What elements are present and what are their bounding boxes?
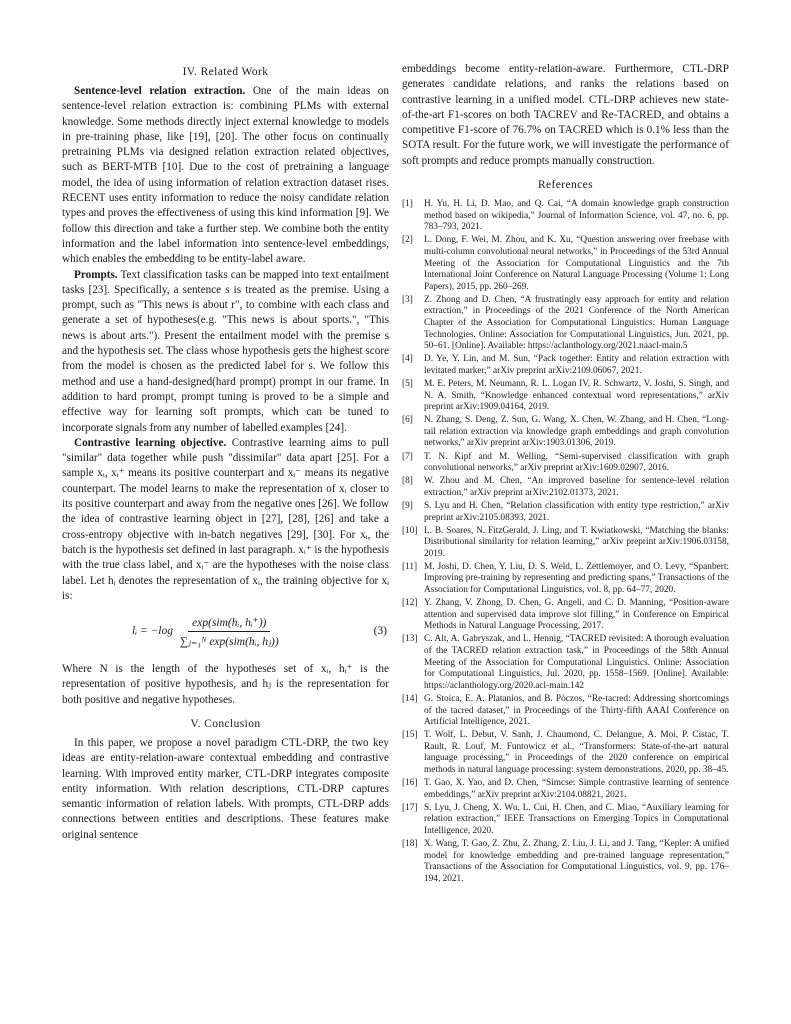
reference-number: [11] [402, 561, 418, 572]
reference-item [402, 803, 729, 838]
reference-item [402, 354, 729, 377]
paragraph-text: One of the main ideas on sentence-level relation extraction is: combining PLMs with external knowledge. Some methods directly inject external knowledge to models in pre-training phase, like [19], [20]. The other focus on continually pretraining PLMs via designed relation extraction related objectives, such as BERT-MTB [10]. Due to the cost of pretraining a language model, the idea of using information of relation extraction dataset rises. RECENT uses entity information to reduce the noisy candidate relation types and proves the effectiveness of using this kind information [9]. We follow this direction and take a further step. We combine both the entity information and the label information into sentence-level embeddings, which enables the embedding to be entity-label aware. [62, 85, 389, 266]
reference-text: S. Lyu, J. Cheng, X. Wu, L. Cui, H. Chen, and C. Miao, “Auxiliary learning for relation extraction,” IEEE Transactions on Emerging Topics in Computational Intelligence, 2020. [424, 802, 729, 836]
reference-number: [16] [402, 778, 418, 789]
reference-number: [2] [402, 235, 413, 246]
reference-number: [5] [402, 378, 413, 389]
paragraph-lead: Sentence-level relation extraction. [74, 85, 246, 97]
reference-item [402, 694, 729, 729]
reference-item [402, 379, 729, 414]
reference-item [402, 415, 729, 450]
reference-item [402, 476, 729, 499]
reference-number: [15] [402, 730, 418, 741]
reference-item [402, 634, 729, 692]
reference-number: [7] [402, 451, 413, 462]
reference-text: X. Wang, T. Gao, Z. Zhu, Z. Zhang, Z. Liu, J. Li, and J. Tang, “Kepler: A unified model for knowledge embedding and pre-trained language representation,” Transactions of the Association for Computational Linguistics, vol. 9, pp. 176–194, 2021. [424, 839, 729, 884]
reference-number: [3] [402, 294, 413, 305]
reference-text: L. B. Soares, N. FitzGerald, J. Ling, and T. Kwiatkowski, “Matching the blanks: Distributional similarity for relation learning,” arXiv preprint arXiv:1906.03158, 2019. [424, 525, 729, 559]
equation-numerator: exp(sim(hᵢ, hᵢ⁺)) [188, 615, 270, 632]
reference-text: T. Gao, X. Yao, and D. Chen, “Simcse: Simple contrastive learning of sentence embeddings,” arXiv preprint arXiv:2104.08821, 2021. [424, 778, 729, 800]
reference-number: [6] [402, 415, 413, 426]
reference-item [402, 778, 729, 801]
reference-number: [14] [402, 693, 418, 704]
paragraph-conclusion: In this paper, we propose a novel paradigm CTL-DRP, the two key ideas are entity-relation-aware contextual embedding and contrastive learning. With improved entity marker, CTL-DRP integrates composite entity information. With relation descriptions, CTL-DRP captures semantic information of relation labels. With prompts, CTL-DRP adds connections between entities and descriptions. These features make original sentence [62, 736, 389, 841]
equation-fraction [180, 615, 279, 648]
paragraph-prompts [62, 268, 389, 436]
left-column [62, 62, 389, 843]
reference-item [402, 295, 729, 353]
reference-text: N. Zhang, S. Deng, Z. Sun, G. Wang, X. Chen, W. Zhang, and H. Chen, “Long-tail relation extraction via knowledge graph embeddings and graph convolution networks,” arXiv preprint arXiv:1903.01306, 2019. [424, 415, 729, 449]
paragraph-text: Text classification tasks can be mapped into text entailment tasks [23]. Specifically, a sentence s is treated as the premise. Using a prompt, such as "This news is about r", to combine with each class and generate a set of hypotheses(e.g. "This news is about sports.", "This news is about arts."). Present the entailment model with the premise s and the hypothesis set. The class whose hypothesis gets the highest score from the model is chosen as the predicted label for s. We follow this method and use a hand-designed(hard prompt) prompt in our frame. In addition to hard prompt, prompt tuning is proved to be a simple and effective way for learning soft prompts, which can be tuned to incorporate signals from any number of labelled examples [24]. [62, 268, 389, 434]
reference-text: G. Stoica, E. A. Platanios, and B. Póczos, “Re-tacred: Addressing shortcomings of the tacred dataset,” in Proceedings of the Thirty-fifth AAAI Conference on Artificial Intelligence, 2021. [424, 693, 729, 728]
reference-number: [17] [402, 802, 418, 813]
reference-item [402, 598, 729, 633]
reference-text: Y. Zhang, V. Zhong, D. Chen, G. Angeli, and C. D. Manning, “Position-aware attention and supervised data improve slot filling,” in Conference on Empirical Methods in Natural Language Processing, 2017. [424, 598, 729, 632]
paragraph-lead: Contrastive learning objective. [74, 436, 227, 449]
reference-number: [8] [402, 476, 413, 487]
reference-text: L. Dong, F. Wei, M. Zhou, and K. Xu, “Question answering over freebase with multi-column convolutional neural networks,” in Proceedings of the 53rd Annual Meeting of the Association for Computational Linguistics and the 7th International Joint Conference on Natural Language Processing (Volume 1: Long Papers), 2015, pp. 260–269. [424, 235, 729, 292]
reference-number: [4] [402, 354, 413, 365]
right-column [402, 62, 729, 887]
reference-number: [13] [402, 634, 418, 645]
reference-text: M. Joshi, D. Chen, Y. Liu, D. S. Weld, L. Zettlemoyer, and O. Levy, “Spanbert: Improving pre-training by representing and predicting spans,” Transactions of the Association for Computational Linguistics, vol. 8, pp. 64–77, 2020. [424, 561, 729, 596]
reference-number: [1] [402, 199, 413, 210]
reference-text: W. Zhou and M. Chen, “An improved baseline for sentence-level relation extraction,” arXiv preprint arXiv:2102.01373, 2021. [424, 476, 729, 498]
section-title-references: References [537, 179, 594, 192]
reference-list [402, 199, 729, 885]
reference-item [402, 526, 729, 561]
reference-item [402, 730, 729, 776]
reference-item [402, 562, 729, 597]
equation-3 [62, 606, 389, 656]
reference-item [402, 501, 729, 524]
reference-number: [10] [402, 525, 418, 536]
reference-text: Z. Zhong and D. Chen, “A frustratingly easy approach for entity and relation extraction,” in Proceedings of the 2021 Conference of the North American Chapter of the Association for Computational Linguistics: Human Language Technologies. Online: Association for Computational Linguistics, Jun. 2021, pp. 50–61. [Online]. Available: https://aclanthology.org/2021.naacl-main.5 [424, 294, 729, 352]
equation-lhs: lᵢ = −log [132, 624, 173, 637]
reference-text: H. Yu, H. Li, D. Mao, and Q. Cai, “A domain knowledge graph construction method based on wikipedia,” Journal of Information Science, vol. 47, no. 6, pp. 783–793, 2021. [424, 199, 729, 233]
equation-denominator: ∑ⱼ₌₁ᴺ exp(sim(hᵢ, hⱼ)) [179, 635, 279, 648]
reference-number: [18] [402, 839, 418, 850]
reference-text: D. Ye, Y. Lin, and M. Sun, “Pack together: Entity and relation extraction with levitated marker,” arXiv preprint arXiv:2109.06067, 2021. [424, 354, 729, 376]
section-title-conclusion: V. Conclusion [190, 717, 261, 730]
paragraph-text: Contrastive learning aims to pull "similar" data together while push "dissimilar" data apart [25]. For a sample xᵢ, xᵢ⁺ means its positive counterpart and xᵢ⁻ means its negative counterpart. The model learns to make the representation of xᵢ closer to its positive counterpart and away from the negative ones [26]. We follow the idea of contrastive learning object in [27], [28], [26] and take a cross-entropy objective with in-batch negatives [29], [30]. For xᵢ, the batch is the hypothesis set defined in last paragraph. xᵢ⁺ is the hypothesis with the true class label, and xᵢ⁻ are the hypotheses with the noise class label. Let hᵢ denotes the representation of xᵢ, the training objective for xᵢ is: [62, 436, 390, 602]
reference-item [402, 839, 729, 885]
paragraph-contrastive [62, 436, 389, 604]
reference-item [402, 235, 729, 293]
reference-text: T. Wolf, L. Debut, V. Sanh, J. Chaumond, C. Delangue, A. Moi, P. Cistac, T. Rault, R. Louf, M. Funtowicz et al., “Transformers: State-of-the-art natural language processing,” in Proceedings of the 2020 conference on empirical methods in natural language processing: system demonstrations, 2020, pp. 38–45. [424, 730, 729, 775]
reference-text: M. E. Peters, M. Neumann, R. L. Logan IV, R. Schwartz, V. Joshi, S. Singh, and N. A. Smith, “Knowledge enhanced contextual word representations,” arXiv preprint arXiv:1909.04164, 2019. [424, 378, 729, 413]
paragraph-lead: Prompts. [74, 268, 118, 281]
reference-text: C. Alt, A. Gabryszak, and L. Hennig, “TACRED revisited: A thorough evaluation of the TACRED relation extraction task,” in Proceedings of the 58th Annual Meeting of the Association for Computational Linguistics. Online: Association for Computational Linguistics, Jul. 2020, pp. 1558–1569. [Online]. Available: https://aclanthology.org/2020.acl-main.142 [424, 634, 729, 691]
reference-text: T. N. Kipf and M. Welling, “Semi-supervised classification with graph convolutional networks,” arXiv preprint arXiv:1609.02907, 2016. [424, 451, 729, 474]
paragraph-after-equation: Where N is the length of the hypotheses set of xᵢ, hᵢ⁺ is the representation of positive hypothesis, and hⱼ is the representation for both positive and negative hypotheses. [62, 663, 389, 706]
reference-item [402, 199, 729, 234]
reference-number: [12] [402, 598, 418, 609]
equation-number: (3) [373, 625, 387, 638]
paragraph-sentence-level [62, 84, 389, 268]
paragraph-conclusion-continued: embeddings become entity-relation-aware. Furthermore, CTL-DRP generates candidate relations, and ranks the relations based on contrastive learning in a unified model. CTL-DRP achieves new state-of-the-art F1-scores on both TACREV and Re-TACRED, and obtains a competitive F1-score of 76.7% on TACRED which is 0.1% less than the SOTA result. For the future work, we will investigate the performance of soft prompts and reduce prompts manually construction. [402, 63, 729, 167]
section-title-related-work: IV. Related Work [182, 66, 269, 78]
reference-item [402, 452, 729, 475]
reference-text: S. Lyu and H. Chen, “Relation classification with entity type restriction,” arXiv preprint arXiv:2105.08393, 2021. [424, 500, 729, 523]
equation-body [62, 615, 279, 648]
reference-number: [9] [402, 500, 413, 511]
